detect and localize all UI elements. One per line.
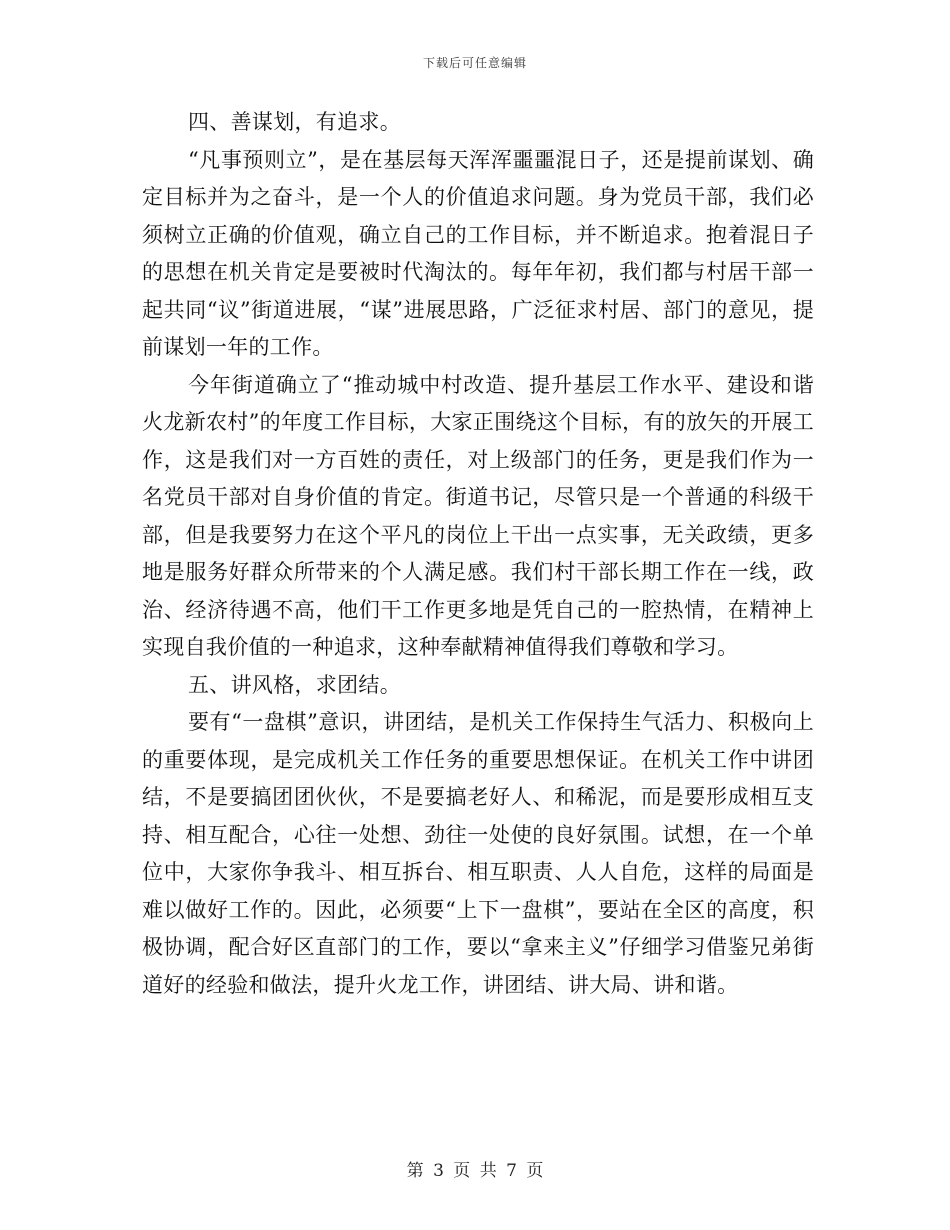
section-heading: 五、讲风格，求团结。 (188, 672, 401, 697)
body-paragraph: 今年街道确立了“推动城中村改造、提升基层工作水平、建设和谐火龙新农村”的年度工作目标，大家正围绕这个目标，有的放矢的开展工作，这是我们对一方百姓的责任，对上级部门的任务，更是我们作为一名党员干部对自身价值的肯定。街道书记，尽管只是一个普通的科级干部，但是我要努力在这个平凡的岗位上干出一点实事，无关政绩，更多地是服务好群众所带来的个人满足感。我们村干部长期工作在一线，政治、经济待遇不高，他们干工作更多地是凭自己的一腔热情，在精神上实现自我价值的一种追求，这种奉献精神值得我们尊敬和学习。 (142, 372, 814, 659)
body-paragraph: 要有“一盘棋”意识，讲团结，是机关工作保持生气活力、积极向上的重要体现，是完成机关工作任务的重要思想保证。在机关工作中讲团结，不是要搞团团伙伙，不是要搞老好人、和稀泥，而是要形成相互支持、相互配合，心往一处想、劲往一处使的良好氛围。试想，在一个单位中，大家你争我斗、相互拆台、相互职责、人人自危，这样的局面是难以做好工作的。因此，必须要“上下一盘棋”，要站在全区的高度，积极协调，配合好区直部门的工作，要以“拿来主义”仔细学习借鉴兄弟街道好的经验和做法，提升火龙工作，讲团结、讲大局、讲和谐。 (142, 710, 814, 997)
page-number: 第 3 页 共 7 页 (406, 1161, 544, 1181)
document-body (142, 104, 814, 1004)
section-heading: 四、善谋划，有追求。 (188, 110, 401, 134)
page-header: 下载后可任意编辑 (422, 56, 527, 70)
body-paragraph: “凡事预则立”，是在基层每天浑浑噩噩混日子，还是提前谋划、确定目标并为之奋斗，是一个人的价值追求问题。身为党员干部，我们必须树立正确的价值观，确立自己的工作目标，并不断追求。抱着混日子的思想在机关肯定是要被时代淘汰的。每年年初，我们都与村居干部一起共同“议”街道进展，“谋”进展思路，广泛征求村居、部门的意见，提前谋划一年的工作。 (142, 147, 814, 359)
